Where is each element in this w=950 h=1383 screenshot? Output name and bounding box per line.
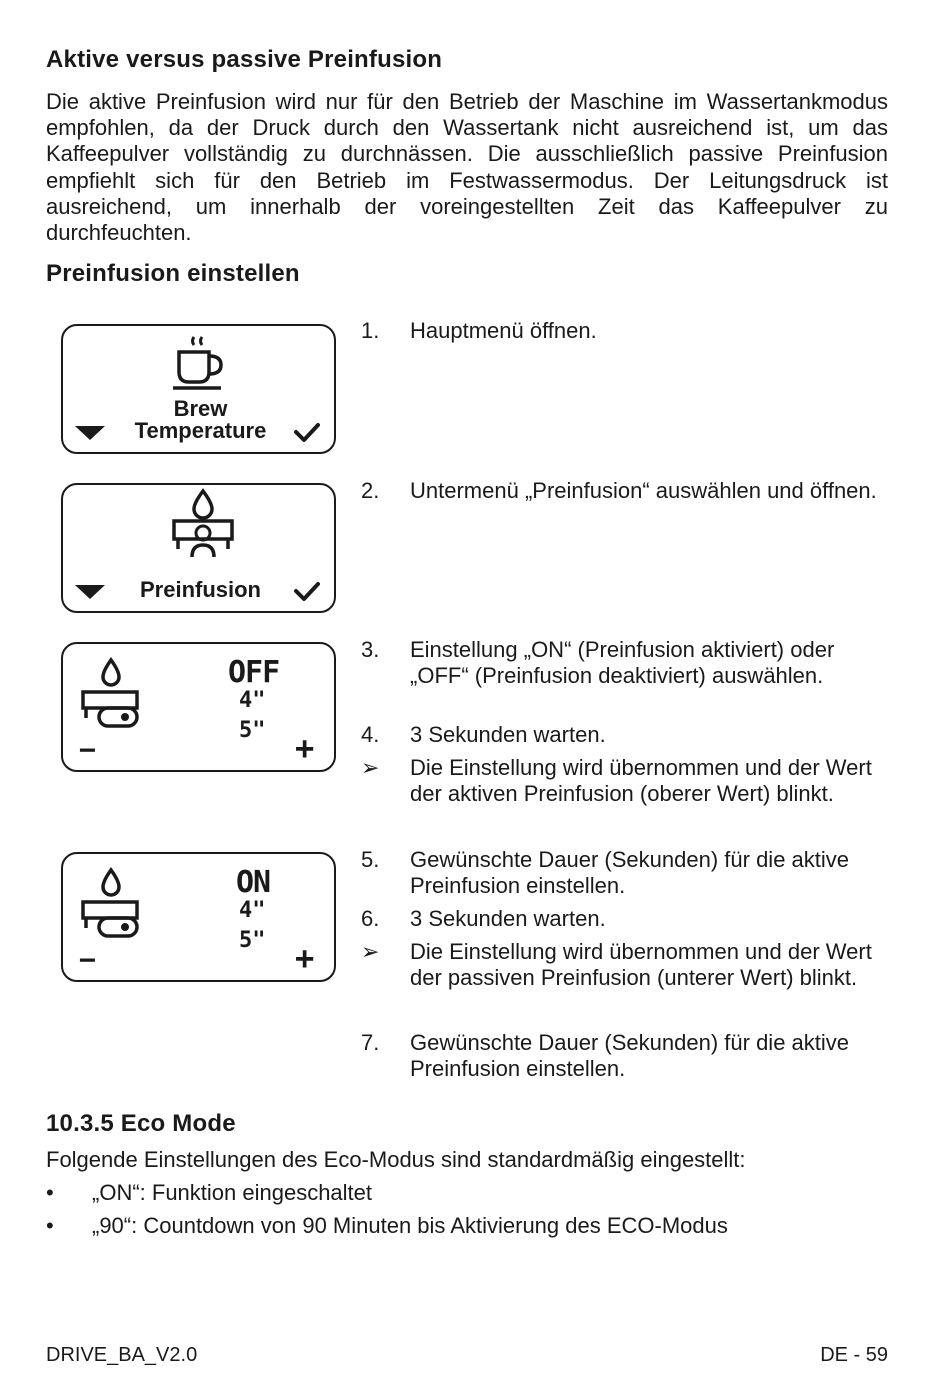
preinfusion-state: ON [236, 865, 271, 900]
section-heading-preinfusion-types: Aktive versus passive Preinfusion [46, 46, 443, 73]
list-item-text: „ON“: Funktion eingeschaltet [92, 1180, 373, 1205]
step-text: Gewünschte Dauer (Sekunden) für die aktive Preinfusion einstellen. [410, 1030, 850, 1082]
step-text: Die Einstellung wird übernommen und der Wert der passiven Preinfusion (unterer Wert) blinkt. [410, 939, 872, 991]
step-text: Untermenü „Preinfusion“ auswählen und öffnen. [410, 478, 877, 503]
bullet-icon: • [46, 1180, 54, 1205]
cup-icon [171, 334, 231, 392]
footer-page-number: DE - 59 [820, 1344, 888, 1366]
plus-button[interactable]: + [295, 939, 315, 977]
arrow-down-icon [75, 426, 105, 442]
checkmark-icon [293, 422, 321, 444]
display-preinfusion-off [61, 642, 336, 772]
group-head-icon [79, 866, 141, 942]
step-number: 2. [361, 478, 380, 503]
step-number: 3. [361, 637, 380, 662]
plus-button[interactable]: + [295, 729, 315, 767]
step-text: Die Einstellung wird übernommen und der Wert der aktiven Preinfusion (oberer Wert) blinkt. [410, 755, 872, 807]
step-text: 3 Sekunden warten. [410, 722, 606, 747]
preinfusion-paragraph: Die aktive Preinfusion wird nur für den Betrieb der Maschine im Wassertankmodus empfohlen, da der Druck durch den Wassertank nicht ausreichend ist, um das Kaffeepulver vollständig zu durchnässen. Die ausschließlich passive Preinfusion empfiehlt sich für den Betrieb im Festwassermodus. Der Leitungsdruck ist ausreichend, um innerhalb der voreingestellten Zeit das Kaffeepulver zu durchfeuchten. [46, 89, 888, 246]
footer-document-id: DRIVE_BA_V2.0 [46, 1344, 198, 1366]
display-preinfusion [61, 483, 336, 613]
minus-button[interactable]: − [79, 943, 96, 976]
arrow-down-icon [75, 585, 105, 601]
step-text: Gewünschte Dauer (Sekunden) für die aktive Preinfusion einstellen. [410, 847, 850, 899]
display-label-line1: Brew [173, 396, 228, 421]
step-text: Einstellung „ON“ (Preinfusion aktiviert) oder „OFF“ (Preinfusion deaktiviert) auswählen. [410, 637, 835, 689]
list-item-text: „90“: Countdown von 90 Minuten bis Aktivierung des ECO-Modus [92, 1213, 728, 1238]
checkmark-icon [293, 581, 321, 603]
passive-preinfusion-value: 5" [239, 928, 266, 953]
bullet-icon: • [46, 1213, 54, 1238]
arrow-bullet-icon: ➢ [361, 939, 380, 964]
eco-intro: Folgende Einstellungen des Eco-Modus sind standardmäßig eingestellt: [46, 1147, 746, 1172]
step-text: Hauptmenü öffnen. [410, 318, 597, 343]
display-brew-temperature [61, 324, 336, 454]
step-number: 5. [361, 847, 380, 872]
display-preinfusion-on [61, 852, 336, 982]
arrow-bullet-icon: ➢ [361, 755, 380, 780]
active-preinfusion-value: 4" [239, 898, 266, 923]
display-label-line2: Temperature [134, 418, 267, 443]
minus-button[interactable]: − [79, 733, 96, 766]
active-preinfusion-value: 4" [239, 688, 266, 713]
portafilter-drop-icon [168, 487, 238, 559]
step-number: 1. [361, 318, 380, 343]
display-label: Preinfusion [139, 577, 261, 602]
step-text: 3 Sekunden warten. [410, 906, 606, 931]
preinfusion-state: OFF [228, 655, 280, 690]
step-number: 6. [361, 906, 380, 931]
section-heading-preinfusion-settings: Preinfusion einstellen [46, 260, 300, 287]
step-number: 7. [361, 1030, 380, 1055]
step-number: 4. [361, 722, 380, 747]
passive-preinfusion-value: 5" [239, 718, 266, 743]
section-heading-eco-mode: 10.3.5 Eco Mode [46, 1110, 236, 1137]
group-head-icon [79, 656, 141, 732]
